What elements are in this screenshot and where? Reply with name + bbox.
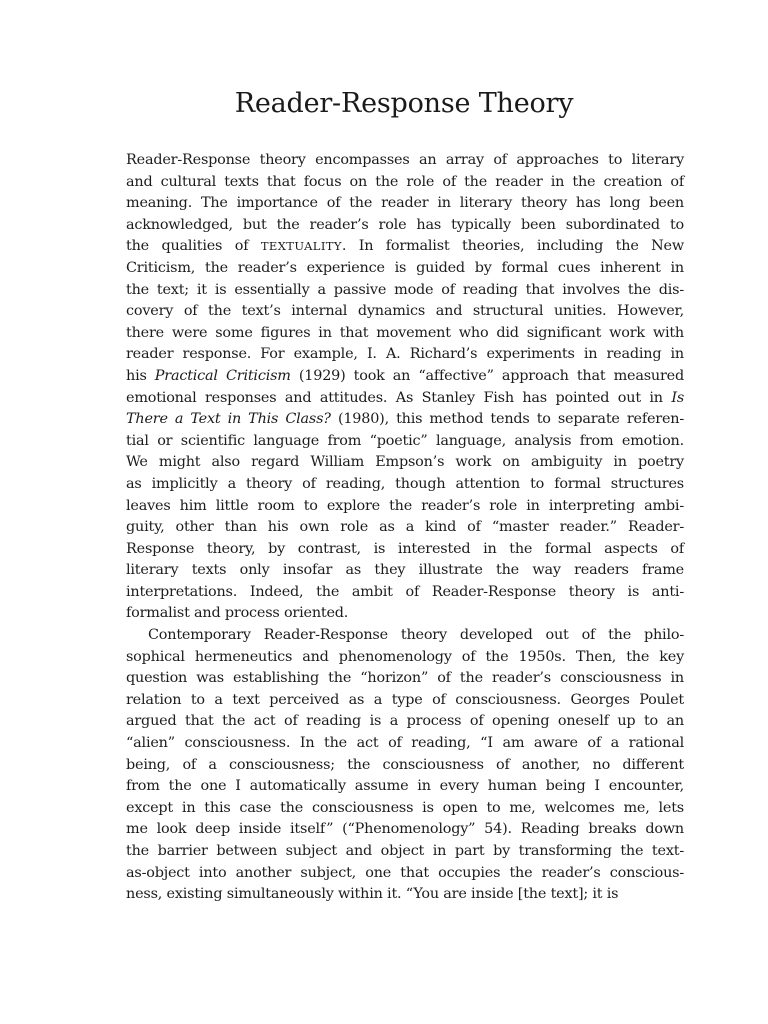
- text-segment: guity, other than his own role as a kind of “master reader.” Reader-: [126, 519, 684, 536]
- text-line: [126, 690, 684, 712]
- text-segment: literary texts only insofar as they illustrate the way readers frame: [126, 562, 684, 579]
- text-line: [126, 431, 684, 453]
- text-line: [126, 215, 684, 237]
- text-segment: Reader-Response theory encompasses an array of approaches to literary: [126, 152, 684, 168]
- text-line: [126, 863, 684, 885]
- text-line: [126, 150, 684, 172]
- text-line: [126, 841, 684, 863]
- text-segment: as implicitly a theory of reading, though attention to formal structures: [126, 475, 684, 492]
- text-line: [126, 668, 684, 690]
- text-line: [126, 625, 684, 647]
- text-line: [126, 280, 684, 302]
- text-segment: the qualities of: [126, 238, 261, 255]
- text-line: [126, 258, 684, 280]
- text-segment: Contemporary Reader-Response theory developed out of the philo-: [148, 627, 684, 644]
- text-line: [126, 711, 684, 733]
- text-line: [126, 755, 684, 777]
- text-segment: interpretations. Indeed, the ambit of Reader-Response theory is anti-: [126, 583, 684, 600]
- small-caps-term: TEXTUALITY: [260, 239, 342, 254]
- text-segment: Response theory, by contrast, is interested in the formal aspects of: [126, 540, 684, 557]
- text-segment: and cultural texts that focus on the role of the reader in the creation of: [126, 173, 684, 190]
- text-line: [126, 301, 684, 323]
- text-line: [126, 236, 684, 258]
- text-line: [126, 193, 684, 215]
- body-text: [126, 150, 684, 906]
- paragraph: [126, 625, 684, 906]
- text-segment: acknowledged, but the reader’s role has typically been subordinated to: [126, 216, 684, 233]
- text-line: [126, 388, 684, 410]
- italic-title: Practical Criticism: [154, 367, 291, 384]
- text-line: [126, 172, 684, 194]
- text-segment: the barrier between subject and object in part by transforming the text-: [126, 843, 684, 859]
- text-line: [126, 884, 684, 906]
- text-line: [126, 798, 684, 820]
- text-line: [126, 647, 684, 669]
- text-segment: meaning. The importance of the reader in literary theory has long been: [126, 195, 684, 212]
- text-segment: formalist and process oriented.: [126, 605, 349, 622]
- text-segment: being, of a consciousness; the consciousness of another, no different: [126, 756, 684, 773]
- text-line: [126, 560, 684, 582]
- text-segment: from the one I automatically assume in every human being I encounter,: [126, 778, 684, 795]
- text-segment: the text; it is essentially a passive mode of reading that involves the dis-: [126, 281, 684, 298]
- text-segment: leaves him little room to explore the reader’s role in interpreting ambi-: [126, 497, 684, 514]
- text-line: [126, 582, 684, 604]
- text-segment: sophical hermeneutics and phenomenology of the 1950s. Then, the key: [126, 648, 684, 665]
- text-line: [126, 539, 684, 561]
- text-line: [126, 496, 684, 518]
- text-segment: “alien” consciousness. In the act of reading, “I am aware of a rational: [126, 735, 684, 752]
- text-segment: relation to a text perceived as a type of consciousness. Georges Poulet: [126, 691, 684, 708]
- text-line: [126, 733, 684, 755]
- text-segment: ness, existing simultaneously within it. “You are inside [the text]; it is: [126, 886, 619, 903]
- text-line: [126, 517, 684, 539]
- text-segment: (1929) took an “affective” approach that measured: [290, 367, 684, 384]
- text-segment: tial or scientific language from “poetic” language, analysis from emotion.: [126, 432, 684, 449]
- page-title: Reader-Response Theory: [234, 88, 574, 119]
- italic-title: There a Text in This Class?: [126, 411, 331, 428]
- text-segment: We might also regard William Empson’s work on ambiguity in poetry: [126, 454, 684, 471]
- text-segment: there were some figures in that movement who did significant work with: [126, 324, 684, 341]
- text-line: [126, 474, 684, 496]
- text-segment: . In formalist theories, including the New: [341, 238, 684, 255]
- text-line: [126, 409, 684, 431]
- text-segment: as-object into another subject, one that occupies the reader’s conscious-: [126, 864, 684, 881]
- text-segment: covery of the text’s internal dynamics and structural unities. However,: [126, 303, 684, 320]
- text-line: [126, 344, 684, 366]
- text-segment: his: [126, 367, 155, 384]
- text-segment: argued that the act of reading is a process of opening oneself up to an: [126, 713, 684, 730]
- text-line: [126, 323, 684, 345]
- text-segment: Criticism, the reader’s experience is guided by formal cues inherent in: [126, 259, 684, 276]
- paragraph: [126, 150, 684, 625]
- text-segment: reader response. For example, I. A. Richard’s experiments in reading in: [126, 346, 684, 363]
- text-line: [126, 603, 684, 625]
- italic-title: Is: [671, 389, 684, 406]
- text-segment: me look deep inside itself” (“Phenomenology” 54). Reading breaks down: [126, 821, 684, 838]
- text-segment: except in this case the consciousness is open to me, welcomes me, lets: [126, 799, 684, 816]
- text-line: [126, 776, 684, 798]
- text-segment: question was establishing the “horizon” of the reader’s consciousness in: [126, 670, 684, 687]
- text-line: [126, 452, 684, 474]
- text-line: [126, 366, 684, 388]
- text-line: [126, 819, 684, 841]
- text-segment: (1980), this method tends to separate referen-: [330, 411, 684, 428]
- text-segment: emotional responses and attitudes. As Stanley Fish has pointed out in: [126, 389, 672, 406]
